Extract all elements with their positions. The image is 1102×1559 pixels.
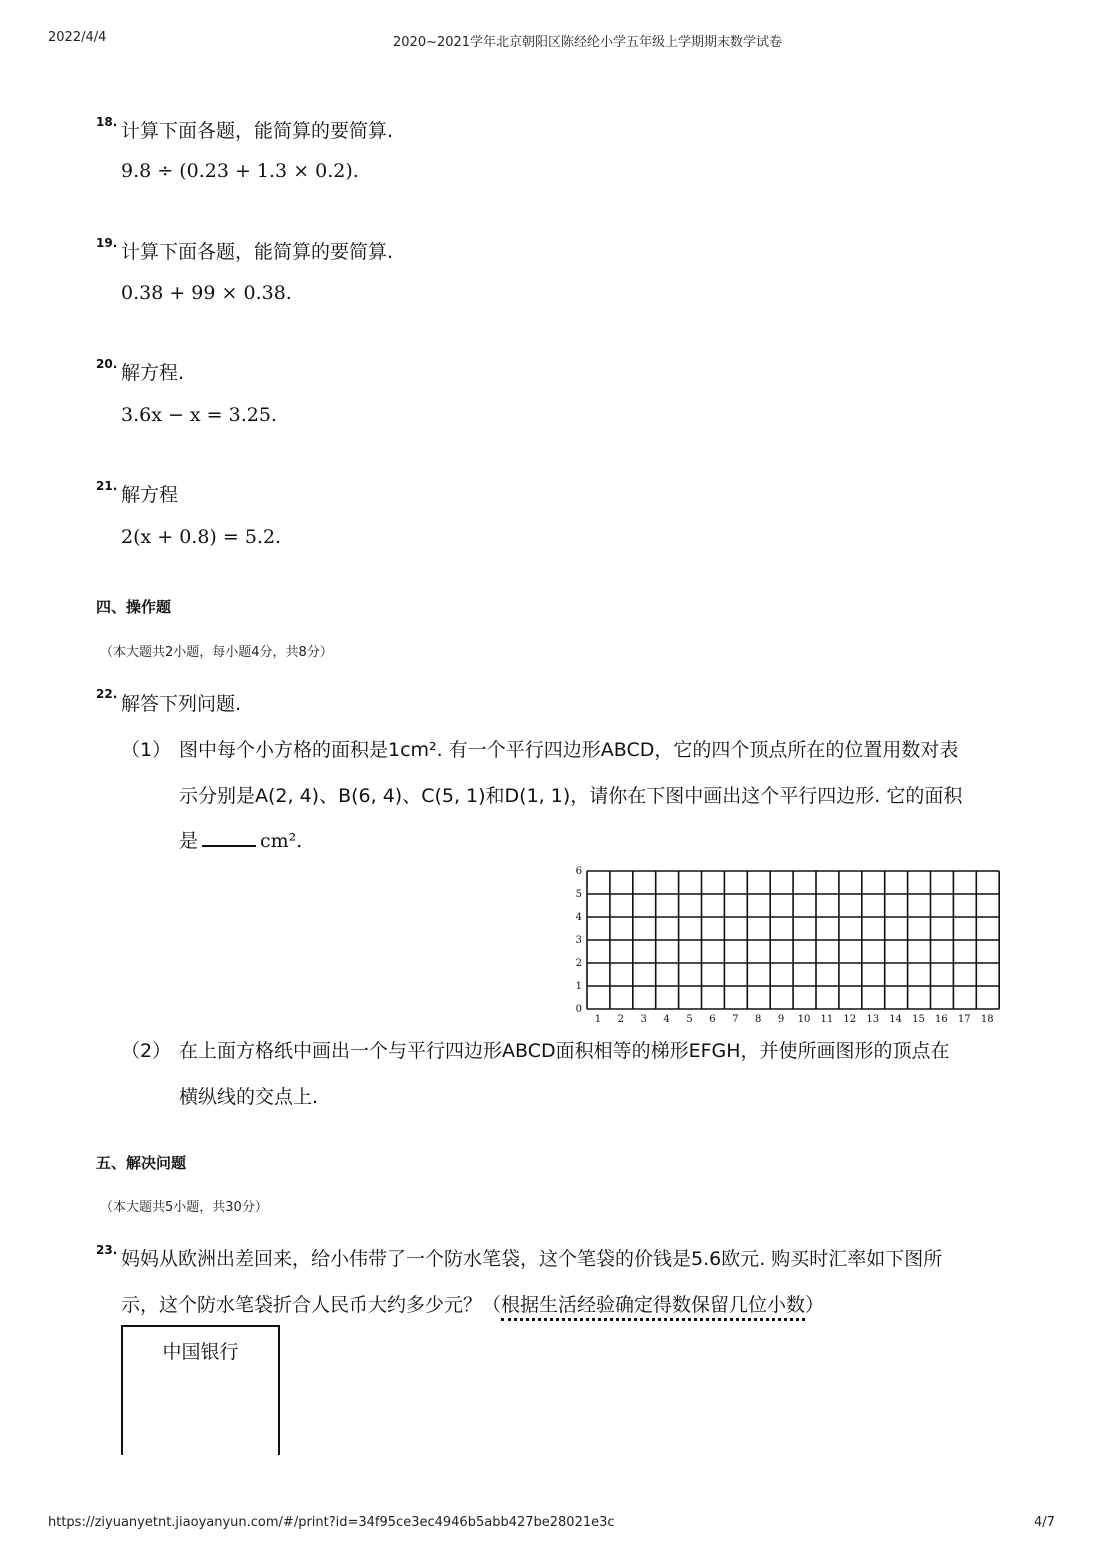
sub-question-label: （1） [121, 739, 172, 761]
x-tick-label: 4 [663, 1014, 670, 1025]
sub-question-line [179, 826, 302, 853]
question-number: 23. [96, 1243, 118, 1257]
unit-text: cm². [260, 830, 303, 852]
question-number: 20. [96, 357, 118, 371]
math-expression: 9.8 ÷ (0.23 + 1.3 × 0.2). [121, 160, 359, 182]
sub-question-label: （2） [121, 1040, 172, 1062]
section-title: 五、解决问题 [96, 1154, 187, 1172]
x-tick-label: 5 [686, 1014, 693, 1025]
x-tick-label: 6 [709, 1014, 716, 1025]
question-text: 计算下面各题，能简算的要简算. [121, 241, 394, 263]
document-title: 2020~2021学年北京朝阳区陈经纶小学五年级上学期期末数学试卷 [393, 35, 783, 50]
x-tick-label: 8 [755, 1014, 762, 1025]
emphasized-text: 根据生活经验确定得数保留几位小数 [501, 1294, 805, 1321]
section-title: 四、操作题 [96, 598, 172, 616]
x-tick-label: 10 [797, 1014, 811, 1025]
x-tick-label: 14 [889, 1014, 902, 1025]
y-tick-label: 0 [575, 1004, 582, 1015]
y-tick-label: 3 [575, 935, 582, 946]
bank-name: 中国银行 [162, 1341, 239, 1363]
text-fragment: 示，这个防水笔袋折合人民币大约多少元？（ [121, 1294, 502, 1316]
text-fragment: 是 [179, 830, 199, 852]
math-expression: 0.38 + 99 × 0.38. [121, 282, 292, 304]
answer-blank[interactable] [202, 829, 256, 847]
question-text: 解答下列问题. [121, 693, 242, 715]
question-text: 解方程 [121, 484, 179, 506]
sub-question-line: 横纵线的交点上. [179, 1086, 319, 1108]
x-tick-label: 13 [866, 1014, 880, 1025]
y-tick-label: 2 [575, 958, 582, 969]
grid-lines [587, 871, 999, 1009]
question-number: 19. [96, 236, 118, 250]
question-text: 解方程. [121, 362, 185, 384]
y-tick-label: 1 [575, 981, 582, 992]
coordinate-grid [566, 864, 1006, 1028]
exchange-rate-board [121, 1325, 280, 1455]
sub-question-line: 在上面方格纸中画出一个与平行四边形ABCD面积相等的梯形EFGH，并使所画图形的顶点在 [179, 1040, 950, 1062]
question-number: 22. [96, 687, 118, 701]
y-axis-labels [576, 866, 582, 1015]
y-tick-label: 4 [575, 912, 582, 923]
x-axis-labels [595, 1014, 994, 1025]
sub-question-line: 图中每个小方格的面积是1cm². 有一个平行四边形ABCD，它的四个顶点所在的位置用数对表 [179, 739, 959, 761]
x-tick-label: 16 [935, 1014, 948, 1025]
x-tick-label: 9 [777, 1014, 785, 1025]
page-url: https://ziyuanyetnt.jiaoyanyun.com/#/print?id=34f95ce3ec4946b5abb427be28021e3c [48, 1515, 615, 1530]
text-fragment: ） [805, 1294, 825, 1316]
math-expression: 2(x + 0.8) = 5.2. [121, 526, 282, 548]
question-line: 妈妈从欧洲出差回来，给小伟带了一个防水笔袋，这个笔袋的价钱是5.6欧元. 购买时汇率如下图所 [121, 1248, 943, 1270]
y-tick-label: 5 [575, 889, 582, 900]
x-tick-label: 1 [594, 1014, 602, 1025]
x-tick-label: 7 [732, 1014, 739, 1025]
x-tick-label: 17 [957, 1014, 971, 1025]
x-tick-label: 11 [820, 1014, 834, 1025]
question-number: 18. [96, 115, 118, 129]
x-tick-label: 2 [617, 1014, 624, 1025]
y-tick-label: 6 [575, 866, 582, 877]
page-number: 4/7 [1034, 1515, 1055, 1530]
x-tick-label: 15 [912, 1014, 925, 1025]
print-date: 2022/4/4 [48, 30, 107, 45]
question-line [121, 1290, 824, 1317]
math-expression: 3.6x − x = 3.25. [121, 404, 277, 426]
x-tick-label: 12 [843, 1014, 857, 1025]
x-tick-label: 18 [980, 1014, 994, 1025]
section-note: （本大题共5小题，共30分） [100, 1200, 268, 1215]
x-tick-label: 3 [640, 1014, 647, 1025]
question-number: 21. [96, 479, 118, 493]
question-text: 计算下面各题，能简算的要简算. [121, 120, 394, 142]
section-note: （本大题共2小题，每小题4分，共8分） [100, 645, 333, 660]
sub-question-line: 示分别是A(2, 4)、B(6, 4)、C(5, 1)和D(1, 1)，请你在下图中画出这个平行四边形. 它的面积 [179, 785, 963, 807]
